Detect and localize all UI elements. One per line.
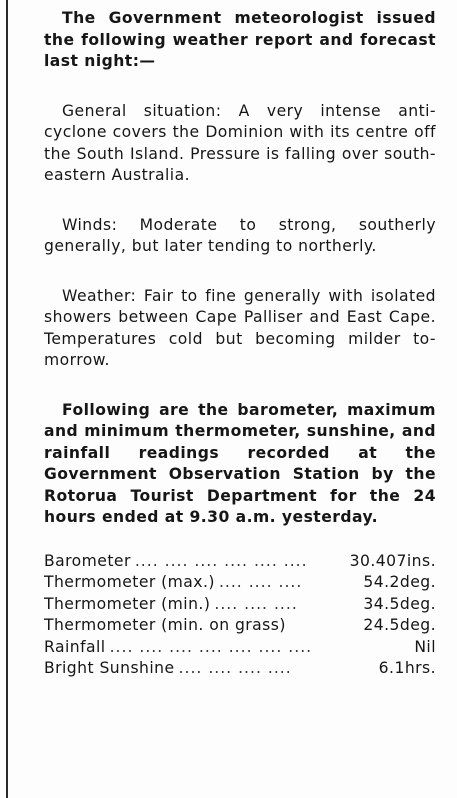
reading-row-barometer (44, 551, 436, 573)
weather-paragraph: Weather: Fair to fine generally with isolated showers between Cape Palliser and East Cape. Temperatures cold but becoming milder to-morrow. (44, 286, 436, 369)
column-rule (6, 0, 8, 798)
reading-value: Nil (414, 637, 436, 656)
reading-label: Thermometer (min. on grass) (44, 616, 286, 634)
readings-intro-paragraph: Following are the barometer, maximum and minimum thermometer, sunshine, and rainfall readings recorded at the Government Observation Station by the Rotorua Tourist Department for the 24 hours ended at 9.30 a.m. yesterday. (44, 400, 436, 526)
reading-value: 30.407ins. (349, 551, 436, 570)
intro-paragraph: The Government meteorologist issued the following weather report and forecast last night:— (44, 9, 436, 70)
reading-label: Thermometer (max.) (44, 573, 215, 591)
reading-label: Bright Sunshine (44, 659, 175, 677)
reading-row-rainfall (44, 637, 436, 659)
reading-value: 34.5deg. (363, 594, 436, 613)
article-column (44, 8, 436, 680)
reading-row-thermometer-max (44, 572, 436, 594)
reading-row-thermometer-grass (44, 615, 436, 637)
leader-dots: .... .... .... (214, 594, 298, 613)
reading-row-sunshine (44, 658, 436, 680)
general-situation-paragraph: General situation: A very intense anti-cyclone covers the Dominion with its centre off the South Island. Pressure is falling over south-eastern Australia. (44, 101, 436, 184)
leader-dots: .... .... .... (218, 573, 303, 591)
reading-row-thermometer-min (44, 594, 436, 616)
leader-dots: .... .... .... .... .... .... .... (109, 637, 313, 656)
reading-value: 54.2deg. (363, 573, 436, 591)
reading-value: 24.5deg. (363, 616, 436, 634)
reading-label: Thermometer (min.) (44, 594, 211, 613)
reading-label: Rainfall (44, 637, 106, 656)
leader-dots: .... .... .... .... (178, 659, 292, 677)
readings-table (44, 551, 436, 680)
leader-dots: .... .... .... .... .... .... (134, 551, 308, 570)
reading-label: Barometer (44, 551, 131, 570)
winds-paragraph: Winds: Moderate to strong, southerly generally, but later tending to northerly. (44, 215, 436, 255)
reading-value: 6.1hrs. (378, 659, 436, 677)
